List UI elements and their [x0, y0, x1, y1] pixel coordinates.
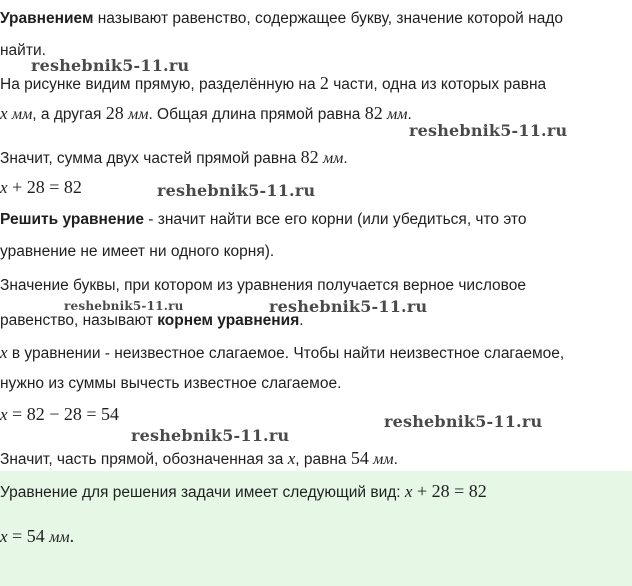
- watermark: reshebnik5-11.ru: [157, 181, 316, 200]
- watermark: reshebnik5-11.ru: [409, 121, 568, 140]
- sum-statement: Значит, сумма двух частей прямой равна 82 мм.: [0, 147, 348, 167]
- unknown-addend-line-1: x в уравнении - неизвестное слагаемое. Чтобы найти неизвестное слагаемое,: [0, 343, 565, 362]
- term-solve: Решить уравнение: [0, 211, 144, 228]
- watermark: reshebnik5-11.ru: [131, 426, 290, 445]
- result-statement: Значит, часть прямой, обозначенная за x, равна 54 мм.: [0, 448, 398, 468]
- definition-root-cont: равенство, называют корнем уравнения.: [0, 312, 304, 329]
- equation-1: x + 28 = 82: [0, 177, 82, 197]
- definition-solve-cont: уравнение не имеет ни одного корня).: [0, 243, 275, 260]
- answer-result: x = 54 мм.: [0, 526, 75, 546]
- definition-equation: Уравнением называют равенство, содержащее букву, значение которой надо: [0, 10, 563, 27]
- definition-solve: Решить уравнение - значит найти все его корни (или убедиться, что это: [0, 211, 527, 228]
- definition-equation-cont: найти.: [0, 42, 46, 59]
- equation-2: x = 82 − 28 = 54: [0, 404, 120, 424]
- definition-root: Значение буквы, при котором из уравнения получается верное числовое: [0, 277, 526, 294]
- unknown-addend-line-2: нужно из суммы вычесть известное слагаемое.: [0, 375, 342, 392]
- problem-line-1: На рисунке видим прямую, разделённую на 2 части, одна из которых равна: [0, 73, 547, 93]
- watermark: reshebnik5-11.ru: [269, 297, 428, 316]
- answer-box: [0, 471, 632, 586]
- term-root: корнем уравнения: [157, 312, 300, 329]
- term-equation: Уравнением: [0, 10, 94, 27]
- watermark: reshebnik5-11.ru: [31, 56, 190, 75]
- answer-equation: Уравнение для решения задачи имеет следующий вид: x + 28 = 82: [0, 481, 487, 501]
- watermark: reshebnik5-11.ru: [384, 412, 543, 431]
- problem-line-2: x мм, а другая 28 мм. Общая длина прямой равна 82 мм.: [0, 103, 412, 123]
- watermark: reshebnik5-11.ru: [64, 299, 184, 313]
